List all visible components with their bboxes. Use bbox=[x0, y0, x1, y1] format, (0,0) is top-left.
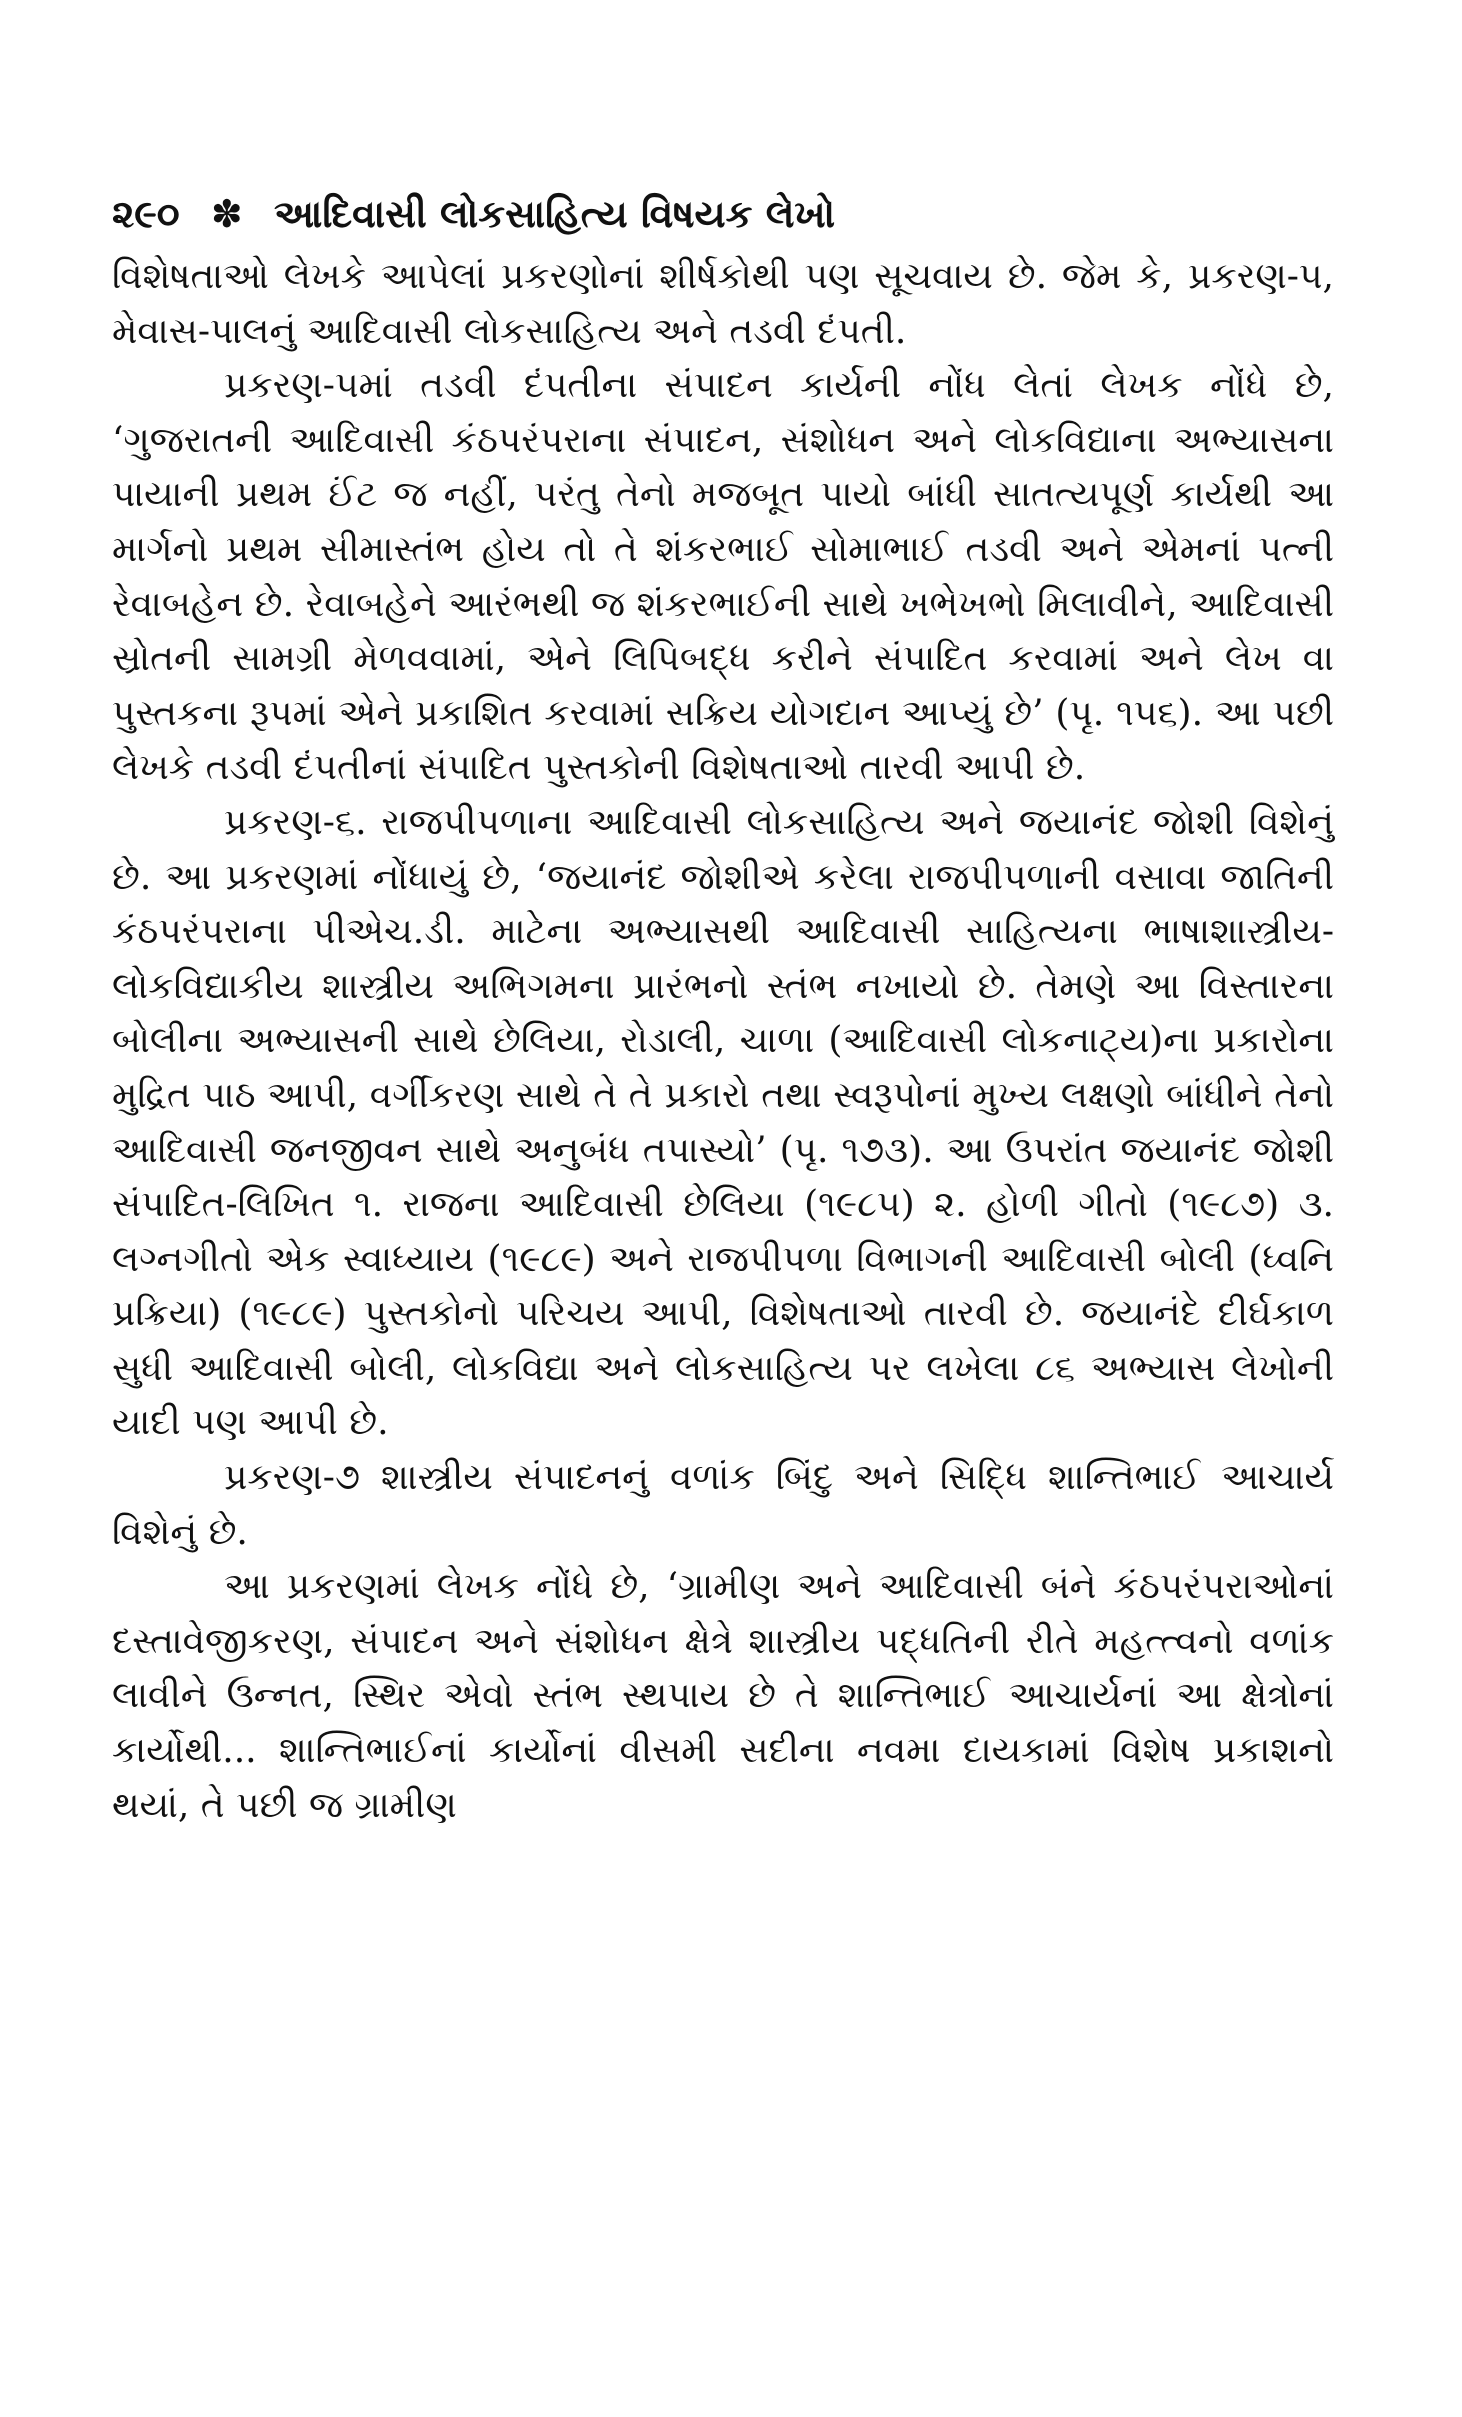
running-title: આદિવાસી લોકસાહિત્ય વિષયક લેખો bbox=[274, 192, 836, 236]
body-text bbox=[112, 250, 1334, 1833]
book-page bbox=[112, 186, 1334, 1833]
running-head bbox=[112, 186, 1334, 242]
paragraph-continuation: વિશેષતાઓ લેખકે આપેલાં પ્રકરણોનાં શીર્ષકોથી પણ સૂચવાય છે. જેમ કે, પ્રકરણ-૫, મેવાસ-પાલનું આદિવાસી લોકસાહિત્ય અને તડવી દંપતી. bbox=[112, 256, 1334, 352]
paragraph-chapter-5: પ્રકરણ-૫માં તડવી દંપતીના સંપાદન કાર્યની નોંધ લેતાં લેખક નોંધે છે, ‘ગુજરાતની આદિવાસી કંઠપરંપરાના સંપાદન, સંશોધન અને લોકવિદ્યાના અભ્યાસના પાયાની પ્રથમ ઈંટ જ નહીં, પરંતુ તેનો મજબૂત પાયો બાંધી સાતત્યપૂર્ણ કાર્યથી આ માર્ગનો પ્રથમ સીમાસ્તંભ હોય તો તે શંકરભાઈ સોમાભાઈ તડવી અને એમનાં પત્ની રેવાબહેન છે. રેવાબહેને આરંભથી જ શંકરભાઈની સાથે ખભેખભો મિલાવીને, આદિવાસી સ્રોતની સામગ્રી મેળવવામાં, એને લિપિબદ્ધ કરીને સંપાદિત કરવામાં અને લેખ વા પુસ્તકના રૂપમાં એને પ્રકાશિત કરવામાં સક્રિય યોગદાન આપ્યું છે’ (પૃ. ૧૫૬). આ પછી લેખકે તડવી દંપતીનાં સંપાદિત પુસ્તકોની વિશેષતાઓ તારવી આપી છે. bbox=[112, 365, 1334, 789]
paragraph-chapter-7-quote: આ પ્રકરણમાં લેખક નોંધે છે, ‘ગ્રામીણ અને આદિવાસી બંને કંઠપરંપરાઓનાં દસ્તાવેજીકરણ, સંપાદન અને સંશોધન ક્ષેત્રે શાસ્ત્રીય પદ્ધતિની રીતે મહત્ત્વનો વળાંક લાવીને ઉન્નત, સ્થિર એવો સ્તંભ સ્થપાય છે તે શાન્તિભાઈ આચાર્યનાં આ ક્ષેત્રોનાં કાર્યોથી... શાન્તિભાઈનાં કાર્યોનાં વીસમી સદીના નવમા દાયકામાં વિશેષ પ્રકાશનો થયાં, તે પછી જ ગ્રામીણ bbox=[112, 1566, 1334, 1826]
asterism-icon: ✽ bbox=[210, 192, 243, 236]
paragraph-chapter-6: પ્રકરણ-૬. રાજપીપળાના આદિવાસી લોકસાહિત્ય અને જયાનંદ જોશી વિશેનું છે. આ પ્રકરણમાં નોંધાયું છે, ‘જયાનંદ જોશીએ કરેલા રાજપીપળાની વસાવા જાતિની કંઠપરંપરાના પીએચ.ડી. માટેના અભ્યાસથી આદિવાસી સાહિત્યના ભાષાશાસ્ત્રીય-લોકવિદ્યાકીય શાસ્ત્રીય અભિગમના પ્રારંભનો સ્તંભ નખાયો છે. તેમણે આ વિસ્તારના બોલીના અભ્યાસની સાથે છેલિયા, રોડાલી, ચાળા (આદિવાસી લોકનાટ્ય)ના પ્રકારોના મુદ્રિત પાઠ આપી, વર્ગીકરણ સાથે તે તે પ્રકારો તથા સ્વરૂપોનાં મુખ્ય લક્ષણો બાંધીને તેનો આદિવાસી જનજીવન સાથે અનુબંધ તપાસ્યો’ (પૃ. ૧૭૩). આ ઉપરાંત જયાનંદ જોશી સંપાદિત-લિખિત ૧. રાજના આદિવાસી છેલિયા (૧૯૮૫) ૨. હોળી ગીતો (૧૯૮૭) ૩. લગ્નગીતો એક સ્વાધ્યાય (૧૯૮૯) અને રાજપીપળા વિભાગની આદિવાસી બોલી (ધ્વનિ પ્રક્રિયા) (૧૯૮૯) પુસ્તકોનો પરિચય આપી, વિશેષતાઓ તારવી છે. જયાનંદે દીર્ઘકાળ સુધી આદિવાસી બોલી, લોકવિદ્યા અને લોકસાહિત્ય પર લખેલા ૮૬ અભ્યાસ લેખોની યાદી પણ આપી છે. bbox=[112, 801, 1334, 1444]
paragraph-chapter-7-intro: પ્રકરણ-૭ શાસ્ત્રીય સંપાદનનું વળાંક બિંદુ અને સિદ્ધિ શાન્તિભાઈ આચાર્ય વિશેનું છે. bbox=[112, 1457, 1334, 1553]
page-number: ૨૯૦ bbox=[112, 192, 180, 236]
